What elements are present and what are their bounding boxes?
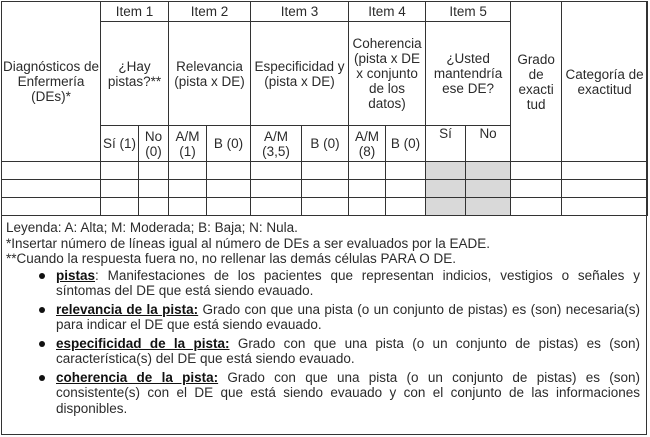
question-coherence: Coherencia (pista x DE x conjunto de los datos) [349,22,426,126]
sub-header: A/M (3,5) [251,126,302,162]
table-row [2,180,648,198]
question-maintain: ¿Usted mantendría ese DE? [426,22,511,126]
sub-header: B (0) [207,126,251,162]
diagnosis-header: Diagnósticos de Enfermería (DEs)* [2,2,101,162]
category-header: Categoría de exactitud [562,2,648,162]
definition-list [6,268,644,417]
question-specificity: Especificidad y (pista x DE) [251,22,349,126]
term-label: especificidad de la pista: [56,335,230,351]
item1-header: Item 1 [101,2,169,22]
sub-header: B (0) [386,126,426,162]
definition-clues [56,268,644,299]
legend-note: *Insertar número de líneas igual al número de DEs a ser evaluados por la EADE. [6,235,491,251]
definition-text: Grado con que una pista (o un conjunto de pistas) es (son) necesaria(s) para indicar el DE que está siendo evauado. [56,301,640,332]
sub-header: No (0) [139,126,169,162]
term-label: pistas [56,267,96,283]
grade-header: Grado de exacti tud [511,2,562,162]
table-row [2,162,648,180]
definition-text: Grado con que una pista (o un conjunto de pistas) es (son) consistente(s) con el DE que está siendo evauado y con el conjunto de las informaciones disponibles. [56,369,640,416]
question-relevance: Relevancia (pista x DE) [169,22,251,126]
item2-header: Item 2 [169,2,251,22]
term-label: coherencia de la pista: [56,369,219,385]
sub-header: A/M (1) [169,126,207,162]
definition-coherence [56,370,644,417]
sub-header: B (0) [302,126,349,162]
item4-header: Item 4 [349,2,426,22]
sub-header: Sí (1) [101,126,139,162]
definition-relevance [56,302,644,333]
item3-header: Item 3 [251,2,349,22]
sub-header: Sí [426,126,466,162]
sub-header: A/M (8) [349,126,386,162]
definition-specificity [56,336,644,367]
item5-header: Item 5 [426,2,511,22]
question-clues: ¿Hay pistas?** [101,22,169,126]
legend-note: **Cuando la respuesta fuera no, no rellenar las demás células PARA O DE. [6,251,456,266]
sub-header: No [466,126,511,162]
definition-text: Grado con que una pista (o un conjunto de pistas) es (son) característica(s) del DE que está siendo evauado. [56,335,640,366]
definition-text: : Manifestaciones de los pacientes que representan indicios, vestigios o señales y síntomas del DE que está siendo evauado. [56,267,640,298]
legend-line: Leyenda: A: Alta; M: Moderada; B: Baja; N: Nula. [6,220,298,235]
table-row [2,198,648,216]
evaluation-table [1,1,648,216]
term-label: relevancia de la pista: [56,301,199,317]
legend [6,220,644,419]
